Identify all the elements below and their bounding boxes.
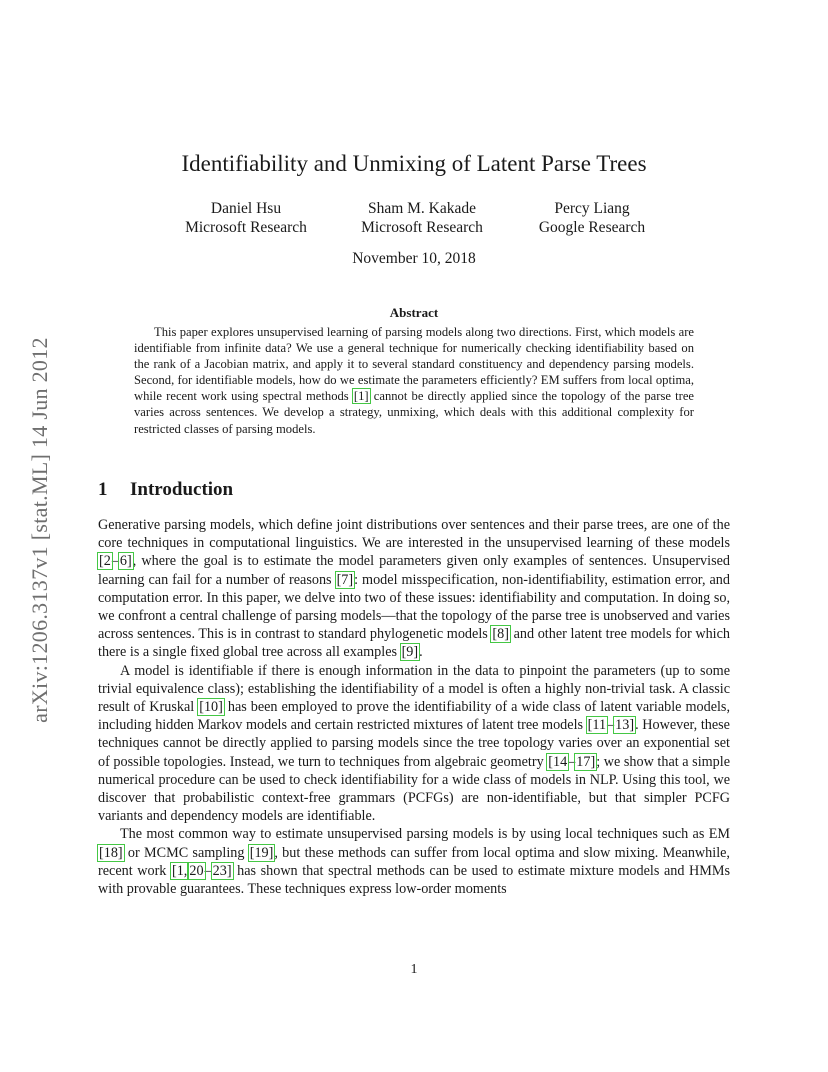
- paper-date: November 10, 2018: [352, 250, 476, 267]
- author-block: [166, 199, 326, 237]
- citation-link[interactable]: [14: [548, 753, 568, 770]
- citation-link[interactable]: [11: [587, 717, 607, 734]
- citation-link[interactable]: [10]: [199, 699, 223, 716]
- paragraph-text: –: [204, 862, 212, 879]
- introduction-body: [98, 516, 730, 898]
- paragraph-text: and other latent tree models for which there is a single fixed global tree across all examples: [98, 626, 730, 661]
- paragraph: [98, 825, 730, 898]
- paper-title: Identifiability and Unmixing of Latent Parse Trees: [181, 151, 647, 176]
- citation-link[interactable]: 13]: [615, 717, 635, 734]
- paragraph: [98, 516, 730, 662]
- abstract-heading: Abstract: [389, 305, 439, 320]
- author-block: [342, 199, 502, 237]
- author-affiliation: Google Research: [538, 219, 646, 236]
- citation-link[interactable]: 6]: [119, 553, 132, 570]
- paragraph-text: ; we show that a simple numerical procedure can be used to check identifiability for a wide class of models in NLP. Using this tool, we discover that probabilistic context-free grammars (PCFGs) are non-identifiable, but that simpler PCFG variants and dependency models are identifiable.: [98, 753, 731, 825]
- citation-link[interactable]: 20: [189, 862, 204, 879]
- citation-link[interactable]: 23]: [212, 862, 232, 879]
- paragraph-text: , where the goal is to estimate the model parameters given only examples of sentences. Unsupervised learning can fail for a number of reasons: [98, 553, 730, 588]
- citation-link[interactable]: [8]: [492, 626, 509, 643]
- citation-link[interactable]: [1]: [353, 389, 369, 404]
- paragraph-text: –: [111, 553, 119, 570]
- citation-link[interactable]: [7]: [336, 571, 354, 588]
- author-name: Sham M. Kakade: [367, 200, 477, 217]
- author-affiliation: Microsoft Research: [361, 219, 483, 236]
- section-title: Introduction: [130, 479, 234, 500]
- abstract-text: This paper explores unsupervised learning of parsing models along two directions. First, which models are identifiable from infinite data? We use a general technique for numerically checking identifiability based on the rank of a Jacobian matrix, and apply it to several standard constituency and dependency parsing models. Second, for identifiable models, how do we estimate the parameters efficiently? EM suffers from local optima, while recent work using spectral methods: [134, 325, 694, 404]
- section-heading: [98, 479, 233, 501]
- citation-link[interactable]: [18]: [99, 844, 123, 861]
- arxiv-identifier: arXiv:1206.3137v1 [stat.ML] 14 Jun 2012: [27, 337, 52, 723]
- paragraph-text: has been employed to prove the identifiability of a wide class of latent variable models, including hidden Markov models and certain restricted mixtures of latent tree models: [98, 699, 730, 734]
- paragraph-text: The most common way to estimate unsupervised parsing models is by using local techniques such as EM: [120, 826, 730, 843]
- paragraph-text: . However, these techniques cannot be directly applied to parsing models since the tree topology varies over an exponential set of possible topologies. Instead, we turn to techniques from algebraic geometry: [98, 717, 730, 770]
- paragraph-text: –: [607, 717, 615, 734]
- citation-link[interactable]: [1,: [171, 862, 188, 879]
- paragraph-text: .: [419, 644, 423, 661]
- citation-link[interactable]: [19]: [249, 844, 274, 861]
- paragraph-text: A model is identifiable if there is enough information in the data to pinpoint the parameters (up to some trivial equivalence class); establishing the identifiability of a model is often a highly non-trivial task. A classic result of Kruskal: [98, 662, 730, 716]
- author-name: Percy Liang: [554, 200, 630, 217]
- paragraph: [98, 662, 730, 826]
- abstract-body: [134, 324, 694, 437]
- abstract-text: cannot be directly applied since the topology of the parse tree varies across sentences. We develop a strategy, unmixing, which deals with this additional complexity for restricted classes of parsing models.: [134, 389, 695, 436]
- paragraph-text: –: [568, 753, 576, 770]
- paragraph-text: : model misspecification, non-identifiability, estimation error, and computation error. In this paper, we delve into two of these issues: identifiability and computation. In doing so, we confront a central challenge of parsing models—that the topology of the parse tree is unobserved and varies across sentences. This is in contrast to standard phylogenetic models: [98, 571, 730, 643]
- author-name: Daniel Hsu: [210, 200, 282, 217]
- page-number: 1: [410, 962, 418, 977]
- paragraph-text: has shown that spectral methods can be used to estimate mixture models and HMMs with provable guarantees. These techniques express low-order moments: [98, 862, 730, 898]
- citation-link[interactable]: [9]: [401, 644, 419, 661]
- author-block: [512, 199, 672, 237]
- citation-link[interactable]: 17]: [576, 753, 596, 770]
- paragraph-text: or MCMC sampling: [123, 844, 249, 861]
- paragraph-text: Generative parsing models, which define joint distributions over sentences and their parse trees, are one of the core techniques in computational linguistics. We are interested in the unsupervised learning of these models: [98, 517, 730, 552]
- citation-link[interactable]: [2: [99, 553, 111, 570]
- author-affiliation: Microsoft Research: [185, 219, 307, 236]
- paragraph-text: , but these methods can suffer from local optima and slow mixing. Meanwhile, recent work: [98, 844, 730, 879]
- section-number: 1: [98, 479, 108, 500]
